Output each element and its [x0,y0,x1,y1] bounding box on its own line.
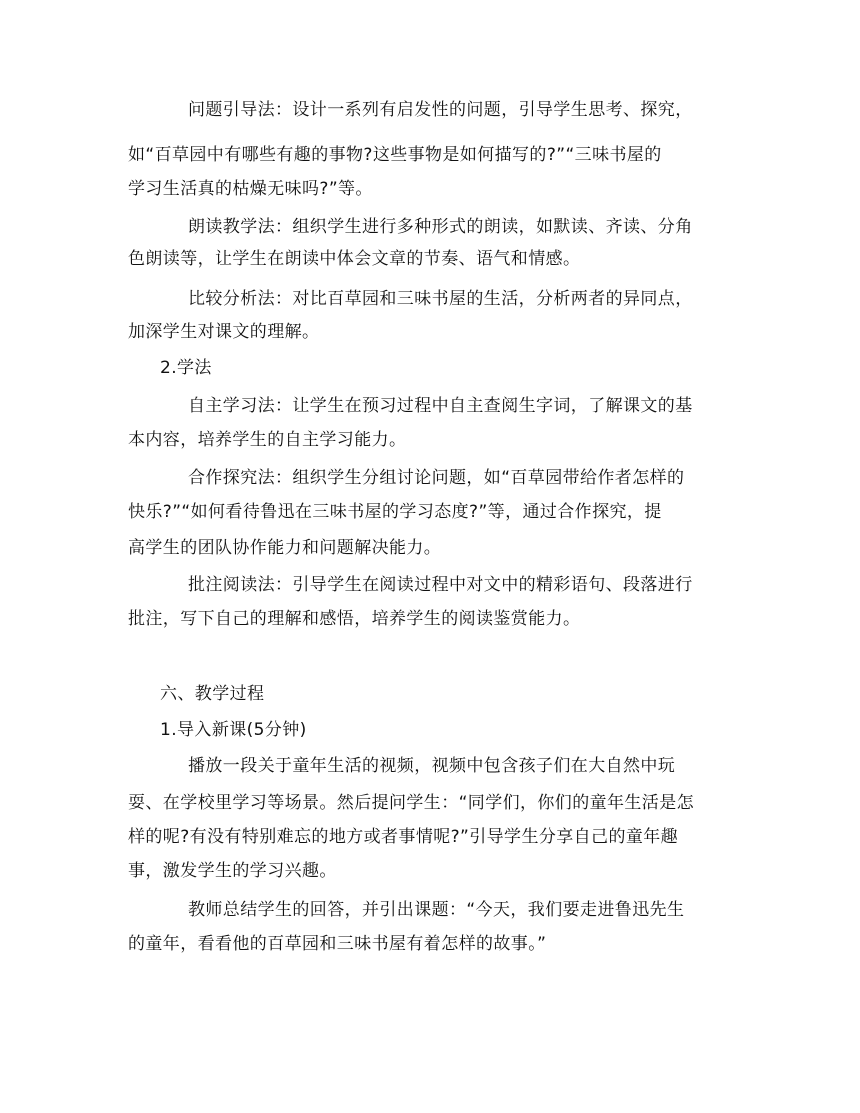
intro-paragraph-line-3: 样的呢?有没有特别难忘的地方或者事情呢?”引导学生分享自己的童年趣 [128,827,679,847]
method-compare-line-2: 加深学生对课文的理解。 [128,322,320,342]
intro-lesson-heading: 1.导入新课(5分钟) [160,720,307,740]
method-self-study-line-2: 本内容，培养学生的自主学习能力。 [128,430,407,450]
intro-paragraph-line-4: 事，激发学生的学习兴趣。 [128,861,337,881]
summary-paragraph-line-2: 的童年，看看他的百草园和三味书屋有着怎样的故事。” [128,934,547,954]
method-reading-line-2: 色朗读等，让学生在朗读中体会文章的节奏、语气和情感。 [128,249,581,269]
method-question-line-3: 学习生活真的枯燥无味吗?”等。 [128,179,373,199]
method-annotation-line-1: 批注阅读法：引导学生在阅读过程中对文中的精彩语句、段落进行 [188,575,693,595]
method-reading-line-1: 朗读教学法：组织学生进行多种形式的朗读，如默读、齐读、分角 [188,217,693,237]
method-question-line-2: 如“百草园中有哪些有趣的事物?这些事物是如何描写的?”“三味书屋的 [128,145,662,165]
method-compare-line-1: 比较分析法：对比百草园和三味书屋的生活，分析两者的异同点， [188,289,693,309]
summary-paragraph-line-1: 教师总结学生的回答，并引出课题：“今天，我们要走进鲁迅先生 [188,900,685,920]
method-cooperation-line-2: 快乐?”“如何看待鲁迅在三味书屋的学习态度?”等，通过合作探究，提 [128,502,662,522]
method-self-study-line-1: 自主学习法：让学生在预习过程中自主查阅生字词，了解课文的基 [188,396,693,416]
learning-methods-heading: 2.学法 [160,358,212,378]
teaching-process-heading: 六、教学过程 [160,684,265,704]
intro-paragraph-line-1: 播放一段关于童年生活的视频，视频中包含孩子们在大自然中玩 [188,756,676,776]
method-question-line-1: 问题引导法：设计一系列有启发性的问题，引导学生思考、探究， [188,100,693,120]
intro-paragraph-line-2: 耍、在学校里学习等场景。然后提问学生：“同学们，你们的童年生活是怎 [128,793,695,813]
method-annotation-line-2: 批注，写下自己的理解和感悟，培养学生的阅读鉴赏能力。 [128,609,581,629]
method-cooperation-line-1: 合作探究法：组织学生分组讨论问题，如“百草园带给作者怎样的 [188,468,685,488]
method-cooperation-line-3: 高学生的团队协作能力和问题解决能力。 [128,538,442,558]
